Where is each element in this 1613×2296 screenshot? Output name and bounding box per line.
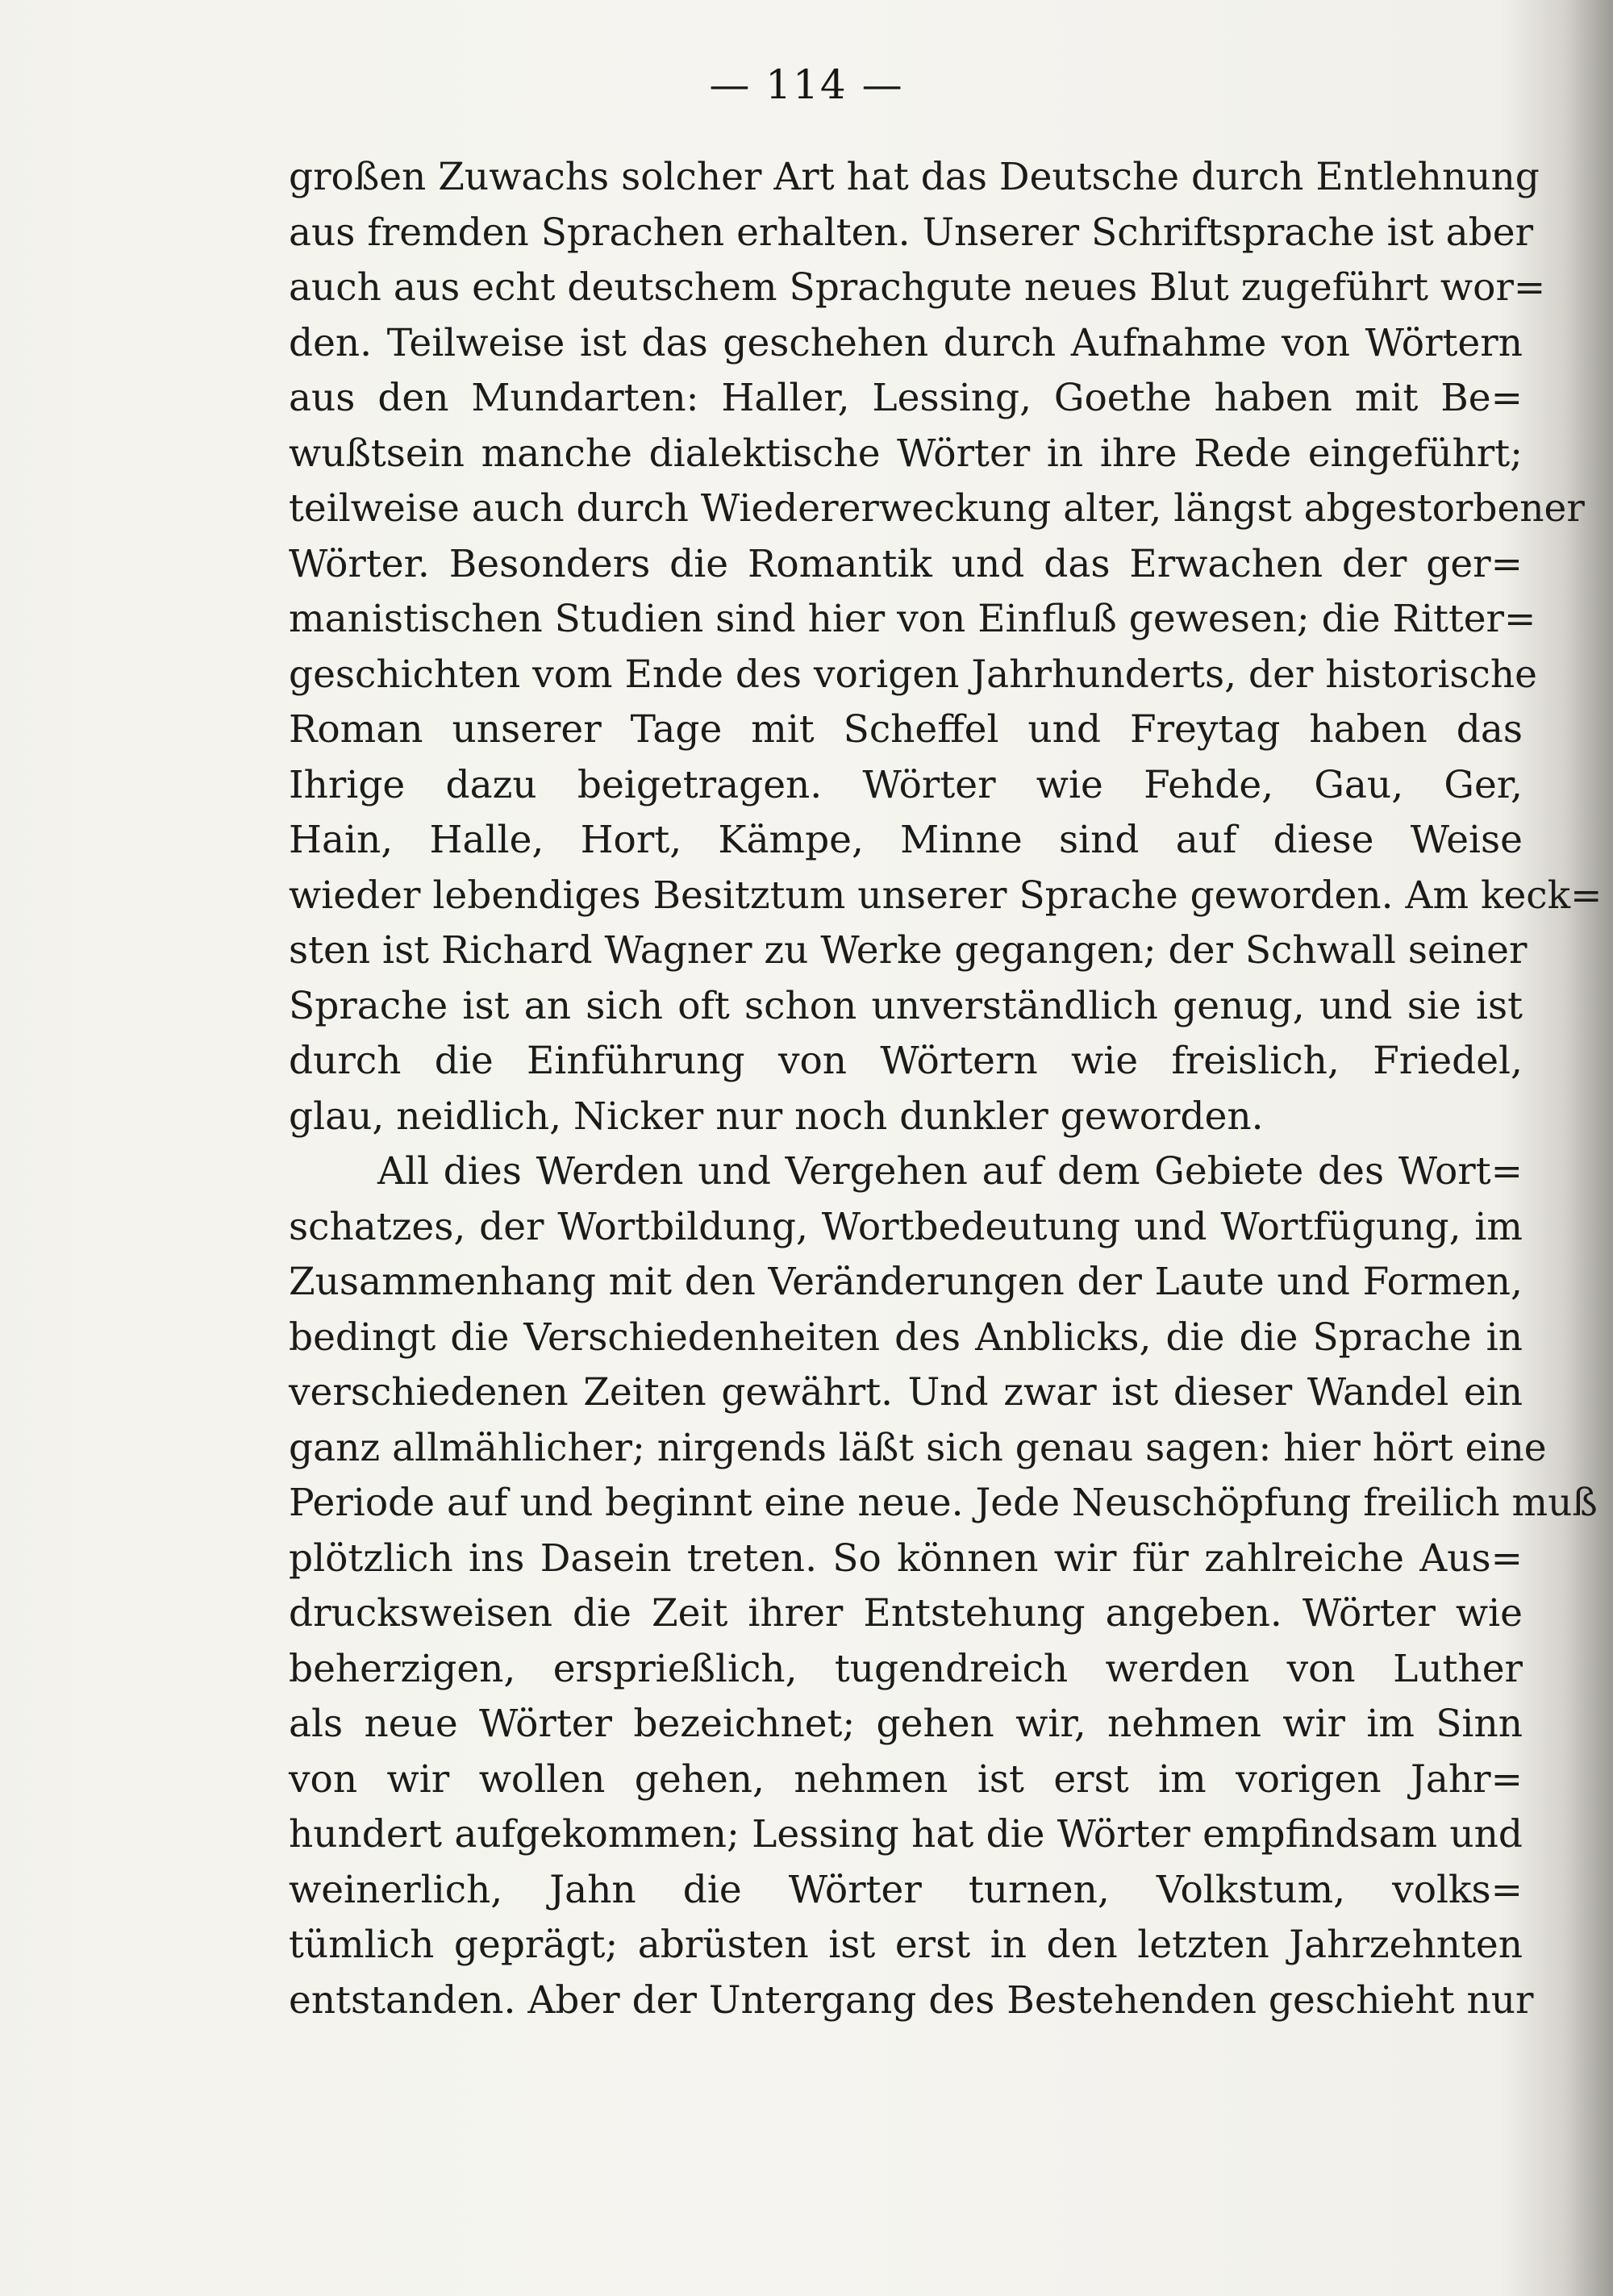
text-line: aus den Mundarten: Haller, Lessing, Goethe haben mit Be= <box>289 376 1523 420</box>
text-line: beherzigen, ersprießlich, tugendreich werden von Luther <box>289 1646 1523 1691</box>
text-line: Hain, Halle, Hort, Kämpe, Minne sind auf diese Weise <box>289 818 1523 862</box>
body-text <box>289 150 1603 2028</box>
text-line: weinerlich, Jahn die Wörter turnen, Volkstum, volks= <box>289 1867 1523 1912</box>
text-line: ganz allmählicher; nirgends läßt sich genau sagen: hier hört eine <box>289 1425 1547 1470</box>
text-line: durch die Einführung von Wörtern wie freislich, Friedel, <box>289 1039 1523 1083</box>
text-line: großen Zuwachs solcher Art hat das Deutsche durch Entlehnung <box>289 155 1540 199</box>
text-line: wieder lebendiges Besitztum unserer Sprache geworden. Am keck= <box>289 873 1603 918</box>
text-line: aus fremden Sprachen erhalten. Unserer Schriftsprache ist aber <box>289 210 1534 255</box>
text-line: glau, neidlich, Nicker nur noch dunkler geworden. <box>289 1094 1264 1139</box>
text-line: verschiedenen Zeiten gewährt. Und zwar ist dieser Wandel ein <box>289 1370 1523 1415</box>
text-line: teilweise auch durch Wiedererweckung alter, längst abgestorbener <box>289 486 1585 531</box>
text-line: schatzes, der Wortbildung, Wortbedeutung und Wortfügung, im <box>289 1204 1523 1249</box>
text-line: Periode auf und beginnt eine neue. Jede Neuschöpfung freilich muß <box>289 1481 1598 1525</box>
text-line: Sprache ist an sich oft schon unverständlich genug, und sie ist <box>289 983 1523 1028</box>
text-line: bedingt die Verschiedenheiten des Anblicks, die die Sprache in <box>289 1315 1523 1360</box>
text-line: Zusammenhang mit den Veränderungen der Laute und Formen, <box>289 1260 1523 1304</box>
text-line: drucksweisen die Zeit ihrer Entstehung angeben. Wörter wie <box>289 1591 1523 1636</box>
text-line: All dies Werden und Vergehen auf dem Gebiete des Wort= <box>377 1149 1523 1194</box>
paragraph-1 <box>289 150 1603 1144</box>
text-line: Ihrige dazu beigetragen. Wörter wie Fehde, Gau, Ger, <box>289 762 1523 807</box>
text-line: wußtsein manche dialektische Wörter in ihre Rede eingeführt; <box>289 431 1523 476</box>
text-line: tümlich geprägt; abrüsten ist erst in den letzten Jahrzehnten <box>289 1923 1523 1967</box>
paragraph-2 <box>289 1144 1598 2028</box>
page-number: — 114 — <box>709 61 904 108</box>
text-line: hundert aufgekommen; Lessing hat die Wörter empfindsam und <box>289 1812 1523 1856</box>
text-line: den. Teilweise ist das geschehen durch Aufnahme von Wörtern <box>289 320 1523 365</box>
text-line: sten ist Richard Wagner zu Werke gegangen; der Schwall seiner <box>289 928 1528 973</box>
text-line: plötzlich ins Dasein treten. So können wir für zahlreiche Aus= <box>289 1536 1523 1581</box>
text-line: manistischen Studien sind hier von Einfluß gewesen; die Ritter= <box>289 597 1536 641</box>
text-line: Wörter. Besonders die Romantik und das Erwachen der ger= <box>289 541 1523 586</box>
text-line: Roman unserer Tage mit Scheffel und Freytag haben das <box>289 707 1523 752</box>
text-line: entstanden. Aber der Untergang des Bestehenden geschieht nur <box>289 1977 1534 2023</box>
text-line: auch aus echt deutschem Sprachgute neues Blut zugeführt wor= <box>289 265 1546 310</box>
text-line: geschichten vom Ende des vorigen Jahrhunderts, der historische <box>289 652 1537 697</box>
text-line: von wir wollen gehen, nehmen ist erst im vorigen Jahr= <box>289 1756 1523 1802</box>
text-line: als neue Wörter bezeichnet; gehen wir, nehmen wir im Sinn <box>289 1702 1523 1746</box>
